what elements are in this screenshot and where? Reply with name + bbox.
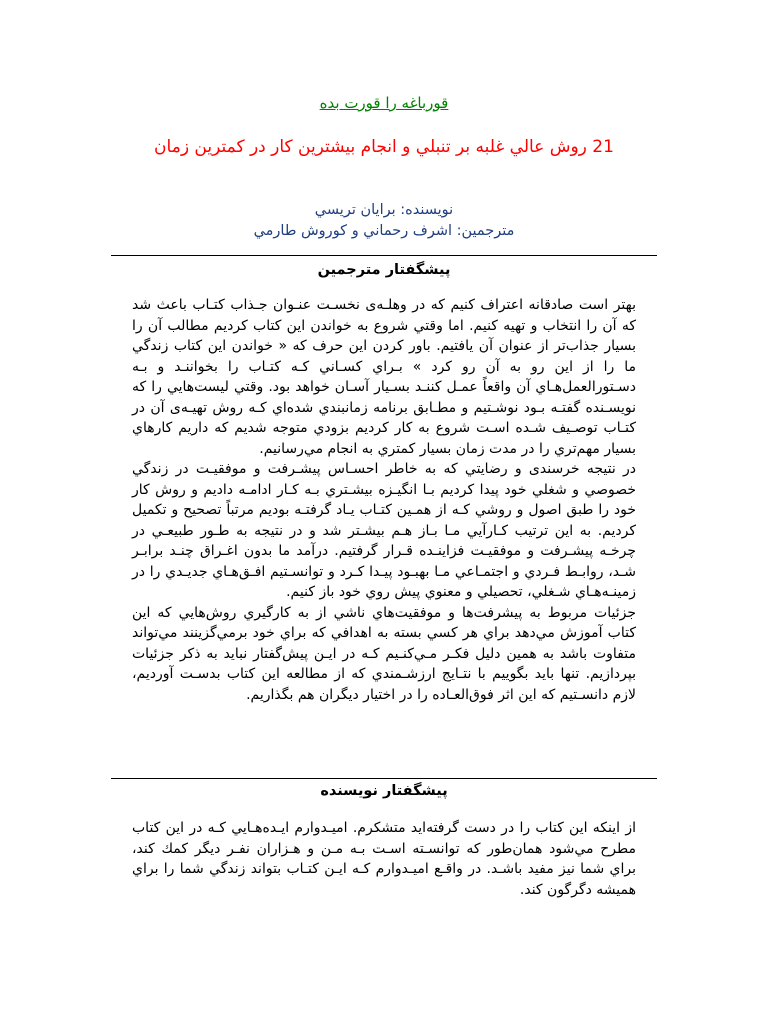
translators-preface-paragraph-2: در نتيجه خرسندی و رضايتي كه به خاطر احسـاس پيشـرفت و موفقيـت در زندگي خصوصي و شغلي خود پيدا كرديم بـا انگيـزه بيشـتري بـه كـار ادامـه داديم و روش كار خود را طبق اصول و روشي كـه از همـين كتـاب يـاد گرفتـه بوديم مرتباً تصحيح و تكميل كرديم. به اين ترتيب كـارآيي مـا بـاز هـم بيشـتر شد و در نتيجه به طـور طبيعـي در چرخـه پيشـرفت و موفقيـت فزاينـده قـرار گرفتيم. درآمد ما بدون اغـراق چنـد برابـر شـد، روابـط فـردي و اجتمـاعي مـا بهبـود پيـدا كـرد و توانسـتيم افـق‌هـاي جديـدي را در زمينـه‌هـاي شـغلي، تحصيلي و معنوي پيش روي خود باز كنيم. [132, 461, 636, 600]
translators-preface-paragraph-1: بهتر است صادقانه اعتراف كنيم كه در وهلـه‌ی نخسـت عنـوان جـذاب كتـاب باعث شد كه آن را انتخاب و تهيه كنيم. اما وقتي شروع به خواندن اين كتاب كرديم مطالب آن را بسيار جذاب‌تر از عنوان آن يافتيم. باور كردن اين حرف كه « خواندن اين كتاب زندگي ما را از اين رو به آن رو كرد » بـراي كسـاني كـه كتـاب را بخواننـد و بـه دسـتورالعمل‌هـاي آن واقعاً عمـل كننـد بسـيار آسـان خواهد بود. وقتي ليست‌هايي را كه نويسـنده گفتـه بـود نوشـتيم و مطـابق برنامه زمانبندي شده‌اي كـه روش تهيـه‌ی آن در كتـاب توصـيف شـده اسـت شروع به كار كرديم بزودي متوجه شديم كه داريم كارهاي بسيار مهم‌تري را در مدت زمان بسيار كمتري به انجام مي‌رسانيم. [132, 297, 636, 457]
translators-preface-paragraph-3: جزئيات مربوط به پيشرفت‌ها و موفقيت‌هاي ناشي از به كارگيري روش‌هايي كه اين كتاب آموزش مي‌دهد براي هر كسي بسته به اهدافي كه براي خود برمي‌گزينند مي‌تواند متفاوت باشد به همين دليل فكـر مـي‌كنـيم كـه در ايـن پيش‌گفتار نبايد به ذكر جزئيات بپردازيم. تنها بايد بگوييم با نتـايج ارزشـمندي كه از مطالعه اين كتاب بدسـت آورديم، لازم دانسـتيم كه اين اثر فوق‌العـاده را در اختيار ديگران هم بگذاريم. [132, 604, 636, 703]
author-preface-body [132, 818, 636, 900]
translators-preface-heading: پيشگفتار مترجمين [317, 262, 451, 278]
main-title: 21 روش عالي غلبه بر تنبلي و انجام بيشترين كار در كمترين زمان [154, 137, 614, 157]
author-preface-heading: پيشگفتار نويسنده [320, 783, 448, 799]
book-title-link[interactable]: قورباغه را قورت بده [319, 94, 449, 112]
divider-bottom [111, 778, 657, 779]
divider-top [111, 255, 657, 256]
translators-preface-body [132, 295, 636, 705]
author-preface-paragraph-1: از اينكه اين كتاب را در دست گرفته‌ايد متشكرم. اميـدوارم ايـده‌هـايي كـه در اين كتاب مطرح مي‌شود همان‌طور كه توانسـته اسـت بـه مـن و هـزاران نفـر ديگر كمك كند، براي شما نيز مفيد باشـد. در واقـع اميـدوارم كـه ايـن كتـاب بتواند زندگي شما را براي هميشه دگرگون كند. [132, 820, 636, 898]
translators-line: مترجمين: اشرف رحماني و كوروش طارمي [253, 223, 515, 239]
author-line: نويسنده: برايان تريسي [314, 202, 454, 218]
